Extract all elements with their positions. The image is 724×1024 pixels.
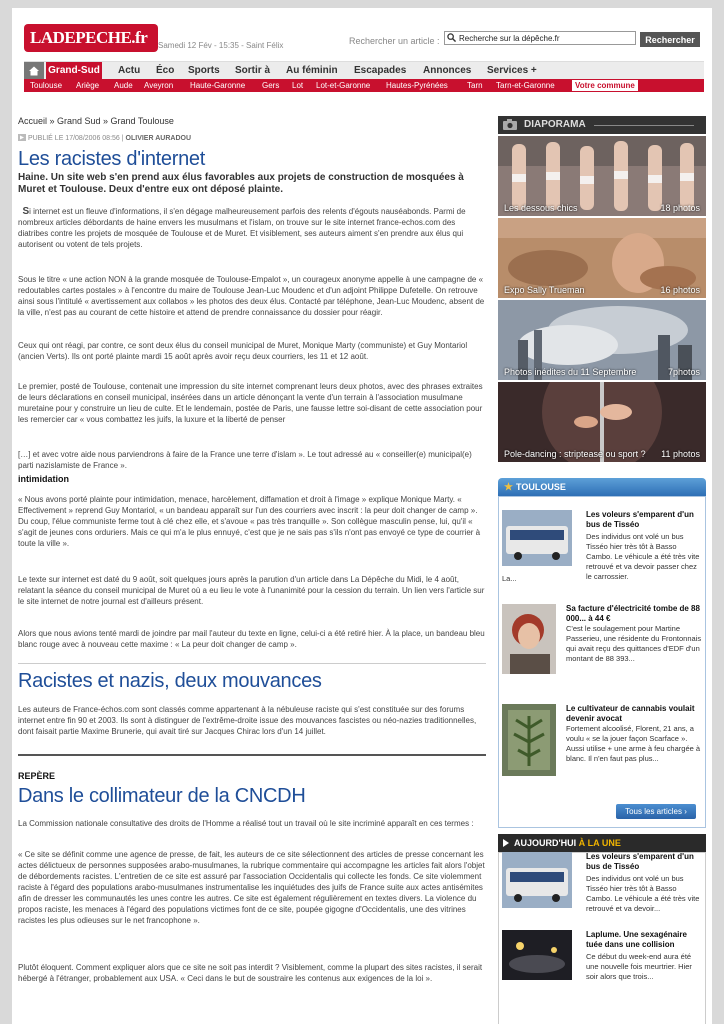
article-paragraph: […] et avec votre aide nous parviendrons à faire de la France une terre d'islam ». Le tout adressé au « conseiller(e) municipal(e) parti nazislamiste de France ». xyxy=(18,450,472,470)
article-author: OLIVIER AURADOU xyxy=(125,135,191,142)
news-body: Des individus ont volé un bus Tisséo hier très tôt à Basso Cambo. Le véhicule a été très vite retrouvé et va devoir... xyxy=(586,874,700,913)
article-title: Les racistes d'internet xyxy=(18,148,206,170)
today-title-a: AUJOURD'HUI xyxy=(514,838,579,848)
camera-icon xyxy=(503,119,517,130)
paragraph-text: i internet est un fleuve d'informations, il s'en dégage malheureusement parfois des relents d'égouts nauséabonds. Parmi de nombreux articles débordants de haine envers les musulmans et l'islam, on trouve sur le site internet france-echos.com des diatribes contre les projets de mosquée de Toulouse et de Muret. Et visiblement, ses auteurs aiment s'en prendre aux élus qui autorisent ou votent de tels projets. xyxy=(18,207,466,249)
news-thumbnail xyxy=(502,852,572,908)
sub-nav xyxy=(24,79,704,92)
home-icon xyxy=(24,62,44,80)
search-icon xyxy=(447,33,456,42)
section-title-cncdh: Dans le collimateur de la CNCDH xyxy=(18,785,306,807)
votre-commune-button[interactable]: Votre commune xyxy=(572,80,638,91)
toulouse-header xyxy=(498,478,706,496)
today-title xyxy=(514,838,621,848)
news-body: Des individus ont volé un bus Tisséo hier très tôt à Basso Cambo. Le véhicule a été très vite retrouvé et va devoir passer chez le carrossier. xyxy=(586,532,700,581)
diaporama-item[interactable] xyxy=(498,218,706,298)
site-header xyxy=(12,8,712,104)
diaporama-count: 18 photos xyxy=(660,203,700,213)
article-paragraph xyxy=(18,206,486,250)
subnav-lot[interactable]: Lot xyxy=(292,81,304,90)
divider xyxy=(18,754,486,756)
nav-sortir[interactable]: Sortir à xyxy=(235,65,271,76)
subnav-ariege[interactable]: Ariège xyxy=(76,81,100,90)
diaporama-caption: Pole-dancing : striptease ou sport ? xyxy=(504,449,646,459)
news-item[interactable] xyxy=(502,930,702,990)
news-body: Ce début du week-end aura été une nouvelle fois meurtrier. Hier soir alors que trois... xyxy=(586,952,692,981)
main-nav xyxy=(24,61,704,80)
star-icon xyxy=(504,482,513,491)
diaporama-count: 7photos xyxy=(667,367,700,377)
article-paragraph: La Commission nationale consultative des droits de l'Homme a réalisé tout un travail où le site incriminé apparaît en ces termes : xyxy=(18,819,474,828)
site-logo[interactable]: LADEPECHE.fr xyxy=(24,24,158,52)
news-title[interactable]: Les voleurs s'emparent d'un bus de Tisséo xyxy=(586,510,694,529)
today-title-b: À LA UNE xyxy=(578,838,621,848)
diaporama-count: 11 photos xyxy=(661,449,700,459)
article-paragraph: « Nous avons porté plainte pour intimidation, menace, harcèlement, diffamation et droit à l'image » explique Monique Marty. « Effectivement » reprend Guy Montariol, « un bandeau apparaît sur l'un des courriers avec inscrit : la peur doit changer de camp ». Du coup, l'élue communiste ferme tout à clé chez elle, et s'avoue « pas très tranquille ». Son collègue masculin pense, lui, qu'il « s'agit de jeunes cons orduriers. Mais ce qui m'a le plus ennuyé, c'est que je ne sais pas s'ils n'ont pas envoyé ce type de courrier à toute la ville ». xyxy=(18,495,481,548)
subnav-hautes-pyrenees[interactable]: Hautes-Pyrénées xyxy=(386,81,448,90)
subnav-aveyron[interactable]: Aveyron xyxy=(144,81,174,90)
news-thumbnail xyxy=(502,510,572,566)
repere-label: REPÈRE xyxy=(18,771,56,781)
article-paragraph: Alors que nous avions tenté mardi de joindre par mail l'auteur du texte en ligne, celui-ci a été retiré hier. À la place, un bandeau bleu blanc rouge avec à nouveau cette maxime : « La peur doit changer de camp ». xyxy=(18,629,485,649)
diaporama-caption: Les dessous chics xyxy=(504,203,578,213)
nav-sports[interactable]: Sports xyxy=(188,65,220,76)
news-thumbnail xyxy=(502,930,572,980)
nav-escapades[interactable]: Escapades xyxy=(354,65,407,76)
news-body: C'est le soulagement pour Martine Passerieu, une résidente du Frontonnais qui avait reçu des quittances d'EDF d'un montant de 88 393... xyxy=(566,624,702,663)
nav-annonces[interactable]: Annonces xyxy=(423,65,472,76)
article-paragraph: Plutôt éloquent. Comment expliquer alors que ce site ne soit pas interdit ? Visiblement, comme la plupart des sites racistes, il serait hébergé à l'étranger, probablement aux USA. « Ceci dans le but de soustraire les contenus aux exigences de la loi ». xyxy=(18,963,483,983)
subnav-toulouse[interactable]: Toulouse xyxy=(30,81,63,90)
arrow-right-icon xyxy=(503,839,509,847)
nav-services[interactable]: Services + xyxy=(487,65,537,76)
diaporama-title: DIAPORAMA xyxy=(524,119,586,130)
divider xyxy=(594,125,694,126)
news-thumbnail xyxy=(502,704,556,776)
arrow-icon xyxy=(18,134,26,141)
article-paragraph: Sous le titre « une action NON à la grande mosquée de Toulouse-Empalot », un courageux anonyme appelle à une campagne de « redoutables cartes postales » à l'encontre du maire de Toulouse Jean-Luc Moudenc et d'un adjoint Philippe Dufetelle. On retrouve ainsi sous l'intitulé « avertissement aux collabos » les photos des deux élus. Contacté par téléphone, Jean-Luc Moudenc, absent de la ville, n'est pas au courant de cette histoire et attend de prendre connaissance du dossier pour réagir. xyxy=(18,275,485,317)
page xyxy=(12,8,712,1024)
subheading-intimidation: intimidation xyxy=(18,474,69,484)
news-title[interactable]: Laplume. Une sexagénaire tuée dans une collision xyxy=(586,930,687,949)
article-paragraph: Le premier, posté de Toulouse, contenait une impression du site internet comprenant leurs deux photos, avec des phrases extraites de leurs déclarations en conseil municipal, insérées dans un article dénonçant la vente d'un terrain à l'association musulmane muretaine pour y construire un lieu de culte. Et le lendemain, postée de Paris, une fausse lettre soi-disant de cette association pour les remercier car « vous combattez les juifs, la luxure et la liberté de penser xyxy=(18,382,483,424)
nav-eco[interactable]: Éco xyxy=(156,65,175,76)
news-body: Fortement alcoolisé, Florent, 21 ans, a voulu « se la jouer façon Scarface ». Aussi utilise + une arme à feu chargée à blanc. Il n'en faut pas plus... xyxy=(566,724,701,763)
diaporama-item[interactable] xyxy=(498,136,706,216)
subnav-tarn[interactable]: Tarn xyxy=(467,81,483,90)
drop-cap: S xyxy=(22,206,30,217)
article-paragraph: Le texte sur internet est daté du 9 août, soit quelques jours après la parution d'un article dans La Dépêche du Midi, le 4 août, relatant la séance du conseil municipal de Muret où a eu lieu le vote à l'unanimité pour la cession du terrain. Un lien vers l'article sur le site internet de notre journal est d'ailleurs présent. xyxy=(18,575,485,606)
article-meta xyxy=(18,134,191,142)
article-paragraph: Les auteurs de France-échos.com sont classés comme appartenant à la nébuleuse raciste qui s'est constituée sur des forums internet entre fin 90 et 2003. Ils sont à distinguer de l'extrême-droite issue des mouvances fascistes ou néo-nazies traditionnelles, dont faisait partie Maxime Brunerie, qui avait tiré sur Jacques Chirac lors d'un 14 juillet. xyxy=(18,705,477,736)
diaporama-item[interactable] xyxy=(498,300,706,380)
subnav-lot-et-garonne[interactable]: Lot-et-Garonne xyxy=(316,81,371,90)
news-item[interactable] xyxy=(502,604,702,684)
news-body-tail: La... xyxy=(502,574,517,583)
diaporama-count: 16 photos xyxy=(660,285,700,295)
diaporama-item[interactable] xyxy=(498,382,706,462)
search-button[interactable]: Rechercher xyxy=(640,32,700,47)
diaporama-header xyxy=(498,116,706,134)
news-title[interactable]: Les voleurs s'emparent d'un bus de Tisséo xyxy=(586,852,694,871)
diaporama-caption: Photos inédites du 11 Septembre xyxy=(504,367,637,377)
article-intro: Haine. Un site web s'en prend aux élus favorables aux projets de construction de mosquées à Muret et Toulouse. Deux d'entre eux ont déposé plainte. xyxy=(18,172,464,195)
subnav-aude[interactable]: Aude xyxy=(114,81,133,90)
subnav-tarn-et-garonne[interactable]: Tarn-et-Garonne xyxy=(496,81,555,90)
section-title-racistes-nazis: Racistes et nazis, deux mouvances xyxy=(18,670,322,692)
search-label: Rechercher un article : xyxy=(349,36,440,46)
nav-feminin[interactable]: Au féminin xyxy=(286,65,338,76)
news-item[interactable] xyxy=(502,704,702,784)
diaporama-caption: Expo Sally Trueman xyxy=(504,285,585,295)
breadcrumb[interactable]: Accueil » Grand Sud » Grand Toulouse xyxy=(18,116,174,126)
subnav-gers[interactable]: Gers xyxy=(262,81,280,90)
home-button[interactable] xyxy=(24,62,44,80)
nav-grand-sud[interactable]: Grand-Sud xyxy=(46,62,102,80)
article-paragraph: Ceux qui ont réagi, par contre, ce sont deux élus du conseil municipal de Muret, Monique Marty (communiste) et Guy Montariol (ancien Verts). Ils ont porté plainte mardi 15 août après avoir reçu deux courriers, les 11 et 12 août. xyxy=(18,341,468,361)
news-item[interactable] xyxy=(502,852,702,918)
news-title[interactable]: Le cultivateur de cannabis voulait devenir avocat xyxy=(566,704,695,723)
article-paragraph: « Ce site se définit comme une agence de presse, de fait, les auteurs de ce site sélectionnent des articles de presse concernant les actes délictueux de personnes supposées arabo-musulmanes, la rubrique commentaire qui accompagne les articles fait alors l'objet de débordements racistes. L'entretien de ce site est assuré par l'association Occidentalis qui collecte les fonds. Ce site violemment raciste à l'égard des populations arabo-musulmanes instrumentalise les inquiétudes des juifs de France suite aux actes antisémites afin de dresser les communautés les unes contre les autres. Ce site est également régulièrement en textes divers. La violence du propos raciste, les menaces à l'égard des populations victimes font de ce site, poupée gigogne d'Occidentalis, une des vitrines racistes les plus odieuses sur le net francophone ». xyxy=(18,850,485,925)
subnav-haute-garonne[interactable]: Haute-Garonne xyxy=(190,81,246,90)
header-date: Samedi 12 Fév - 15:35 - Saint Félix xyxy=(158,41,284,50)
article-date: PUBLIÉ LE 17/08/2006 08:56 | xyxy=(27,135,124,142)
toulouse-title: TOULOUSE xyxy=(516,482,566,492)
divider xyxy=(18,663,486,664)
today-header xyxy=(498,834,706,852)
nav-actu[interactable]: Actu xyxy=(118,65,141,76)
news-thumbnail xyxy=(502,604,556,674)
news-item[interactable] xyxy=(502,510,702,588)
all-articles-button[interactable]: Tous les articles › xyxy=(616,804,696,819)
news-title[interactable]: Sa facture d'électricité tombe de 88 000... à 44 € xyxy=(566,604,700,623)
search-input[interactable] xyxy=(444,31,636,45)
